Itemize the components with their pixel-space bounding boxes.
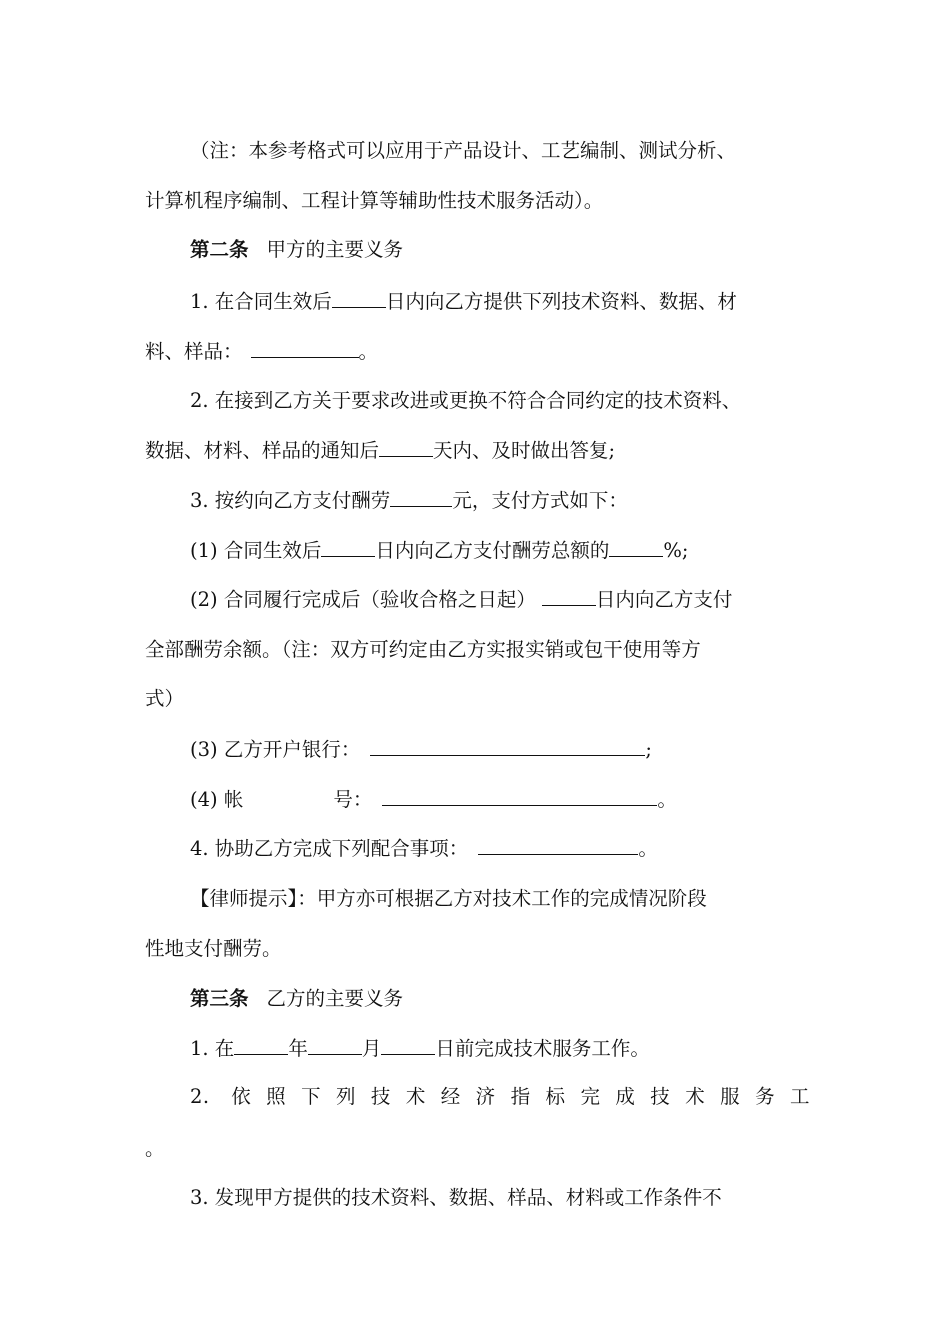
clause-text: 4. 协助乙方完成下列配合事项： bbox=[190, 837, 469, 860]
clause-text: 元，支付方式如下： bbox=[452, 489, 628, 512]
clause-text: 天内、及时做出答复; bbox=[433, 439, 616, 462]
clause-text: 日内向乙方支付酬劳总额的 bbox=[375, 539, 610, 562]
sub-clause-1 bbox=[190, 536, 810, 566]
clause-2-line-1: 2. 在接到乙方关于要求改进或更换不符合合同约定的技术资料、 bbox=[190, 389, 742, 412]
clause-text: 。 bbox=[638, 837, 658, 860]
sub-clause-2-line-2: 全部酬劳余额。（注：双方可约定由乙方实报实销或包干使用等方 bbox=[145, 638, 701, 661]
blank-day-field[interactable] bbox=[381, 1034, 435, 1055]
clause-text: ; bbox=[645, 738, 652, 761]
blank-reply-days-field[interactable] bbox=[379, 436, 433, 457]
blank-bank-field[interactable] bbox=[370, 735, 645, 756]
clause-text: 日内向乙方支付 bbox=[595, 588, 733, 611]
blank-samples-field[interactable] bbox=[251, 337, 359, 358]
article-3-heading bbox=[190, 984, 810, 1014]
article-3-clause-3-line-1: 3. 发现甲方提供的技术资料、数据、样品、材料或工作条件不 bbox=[190, 1186, 722, 1209]
sub-clause-3 bbox=[190, 735, 810, 765]
article-3-clause-2-line-1: 2. 依照下列技术经济指标完成技术服务工 bbox=[190, 1085, 810, 1108]
clause-text: 日内向乙方提供下列技术资料、数据、材 bbox=[385, 290, 737, 313]
note-line-2: 计算机程序编制、工程计算等辅助性技术服务活动）。 bbox=[145, 189, 604, 212]
blank-days-field[interactable] bbox=[321, 536, 375, 557]
note-line-1: （注：本参考格式可以应用于产品设计、工艺编制、测试分析、 bbox=[190, 139, 737, 162]
blank-cooperation-field[interactable] bbox=[478, 834, 638, 855]
article-3-clause-2-line-2: 。 bbox=[145, 1137, 165, 1160]
blank-year-field[interactable] bbox=[234, 1034, 288, 1055]
sub-clause-2-line-3: 式） bbox=[145, 687, 185, 710]
lawyer-tip-line-2: 性地支付酬劳。 bbox=[145, 937, 282, 960]
clause-4-line bbox=[190, 834, 810, 864]
clause-text: 。 bbox=[657, 788, 677, 811]
blank-percent-field[interactable] bbox=[609, 536, 663, 557]
clause-3-line bbox=[190, 486, 810, 516]
clause-text: 3. 按约向乙方支付酬劳 bbox=[190, 489, 391, 512]
article-3-title: 乙方的主要义务 bbox=[266, 987, 404, 1010]
clause-text: 1. 在 bbox=[190, 1037, 235, 1060]
article-2-number: 第二条 bbox=[190, 238, 249, 261]
clause-text: 料、样品： bbox=[145, 340, 243, 363]
lawyer-tip-line-1: 【律师提示】：甲方亦可根据乙方对技术工作的完成情况阶段 bbox=[190, 887, 707, 910]
clause-1-line-1 bbox=[190, 287, 810, 317]
clause-text: (4) 帐 bbox=[190, 788, 244, 811]
sub-clause-2-line-1 bbox=[190, 585, 810, 615]
clause-text: 。 bbox=[358, 340, 379, 363]
clause-text: 日前完成技术服务工作。 bbox=[435, 1037, 650, 1060]
sub-clause-4 bbox=[190, 785, 810, 815]
clause-text: 月 bbox=[361, 1037, 382, 1060]
clause-text: (3) 乙方开户银行： bbox=[190, 738, 361, 761]
article-2-title: 甲方的主要义务 bbox=[266, 238, 404, 261]
clause-text: 年 bbox=[288, 1037, 308, 1060]
clause-text: %; bbox=[663, 539, 689, 562]
clause-1-line-2 bbox=[145, 337, 810, 367]
blank-account-field[interactable] bbox=[382, 785, 657, 806]
blank-fee-field[interactable] bbox=[390, 486, 452, 507]
blank-days-field[interactable] bbox=[332, 287, 386, 308]
clause-text: 1. 在合同生效后 bbox=[190, 290, 332, 313]
clause-2-line-2 bbox=[145, 436, 810, 466]
clause-text: 号： bbox=[333, 788, 373, 811]
blank-month-field[interactable] bbox=[308, 1034, 362, 1055]
clause-text: 数据、材料、样品的通知后 bbox=[145, 439, 380, 462]
clause-text: (1) 合同生效后 bbox=[190, 539, 322, 562]
clause-text: (2) 合同履行完成后（验收合格之日起） bbox=[190, 588, 536, 611]
article-3-clause-1 bbox=[190, 1034, 810, 1064]
blank-days-field[interactable] bbox=[542, 585, 596, 606]
article-2-heading bbox=[190, 235, 810, 265]
article-3-number: 第三条 bbox=[190, 987, 249, 1010]
